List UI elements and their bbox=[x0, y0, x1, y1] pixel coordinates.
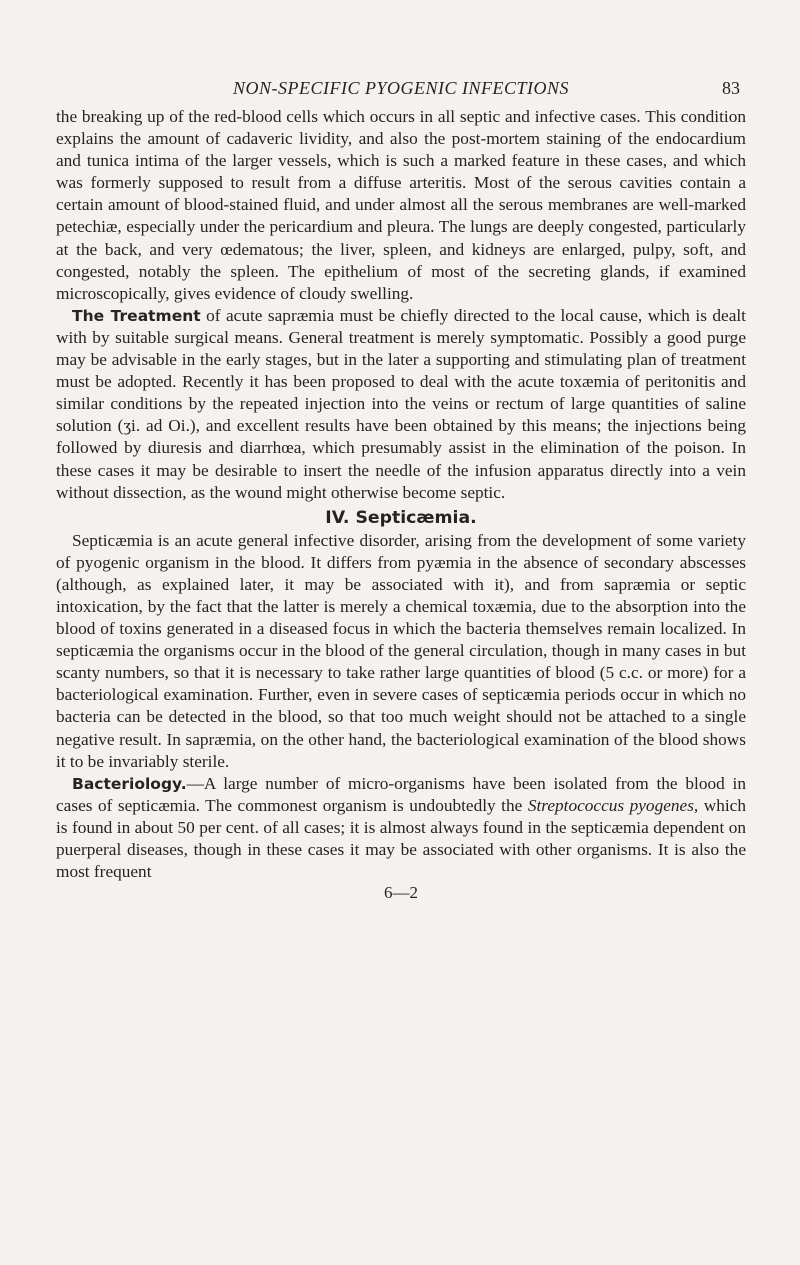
signature-mark: 6—2 bbox=[384, 883, 418, 903]
treatment-text: of acute sapræmia must be chiefly directed to the local cause, which is dealt with by suitable surgical means. General treatment is merely symptomatic. Possibly a good purge may be advisable in the early stages, but in the later a supporting and stimulating plan of treatment must be adopted. Recently it has been proposed to deal with the acute toxæmia of peritonitis and similar conditions by the repeated injection into the veins or rectum of large quantities of saline solution (ʒi. ad Oi.), and excellent results have been obtained by this means; the injections being followed by diuresis and diarrhœa, which presumably assist in the elimination of the poison. In these cases it may be desirable to insert the needle of the infusion apparatus directly into a vein without dissection, as the wound might otherwise become septic. bbox=[56, 305, 746, 502]
organism-name: Streptococcus pyogenes, bbox=[527, 795, 699, 815]
book-page bbox=[56, 78, 746, 903]
page-number: 83 bbox=[722, 78, 740, 98]
running-title: NON-SPECIFIC PYOGENIC INFECTIONS bbox=[232, 78, 569, 98]
section-heading-septicaemia: IV. Septicæmia. bbox=[325, 507, 477, 528]
run-in-heading-treatment: The Treatment bbox=[72, 306, 201, 325]
run-in-heading-bacteriology: Bacteriology. bbox=[72, 774, 187, 793]
paragraph-bacteriology bbox=[56, 773, 746, 883]
running-head bbox=[56, 78, 746, 106]
paragraph-treatment bbox=[56, 305, 746, 504]
paragraph-pathology: the breaking up of the red-blood cells which occurs in all septic and infective cases. This condition explains the amount of cadaveric lividity, and also the post-mortem staining of the endocardium and tunica intima of the larger vessels, which is such a marked feature in these cases, and which was formerly supposed to result from a diffuse arteritis. Most of the serous cavities contain a certain amount of blood-stained fluid, and under almost all the serous membranes are well-marked petechiæ, especially under the pericardium and pleura. The lungs are deeply congested, particularly at the back, and very œdematous; the liver, spleen, and kidneys are enlarged, pulpy, soft, and congested, notably the spleen. The epithelium of most of the secreting glands, if examined microscopically, gives evidence of cloudy swelling. bbox=[56, 107, 746, 303]
bacteriology-text-a: —A large number of micro-organisms have been isolated from the blood in cases of septicæmia. The commonest organism is undoubtedly the bbox=[56, 773, 746, 815]
bacteriology-text-b: which is found in about 50 per cent. of all cases; it is almost always found in the septicæmia dependent on puerperal diseases, though in these cases it may be associated with other organisms. It is also the most frequent bbox=[56, 795, 746, 882]
paragraph-septicaemia: Septicæmia is an acute general infective disorder, arising from the development of some variety of pyogenic organism in the blood. It differs from pyæmia in the absence of secondary abscesses (although, as explained later, it may be associated with it), and from sapræmia or septic intoxication, by the fact that the latter is merely a chemical toxæmia, due to the absorption into the blood of toxins generated in a diseased focus in which the bacteria themselves remain localized. In septicæmia the organisms occur in the blood of the general circulation, though in many cases in but scanty numbers, so that it is necessary to take rather large quantities of blood (5 c.c. or more) for a bacteriological examination. Further, even in severe cases of septicæmia periods occur in which no bacteria can be detected in the blood, so that too much weight should not be attached to a single negative result. In sapræmia, on the other hand, the bacteriological examination of the blood shows it to be invariably sterile. bbox=[56, 530, 746, 771]
